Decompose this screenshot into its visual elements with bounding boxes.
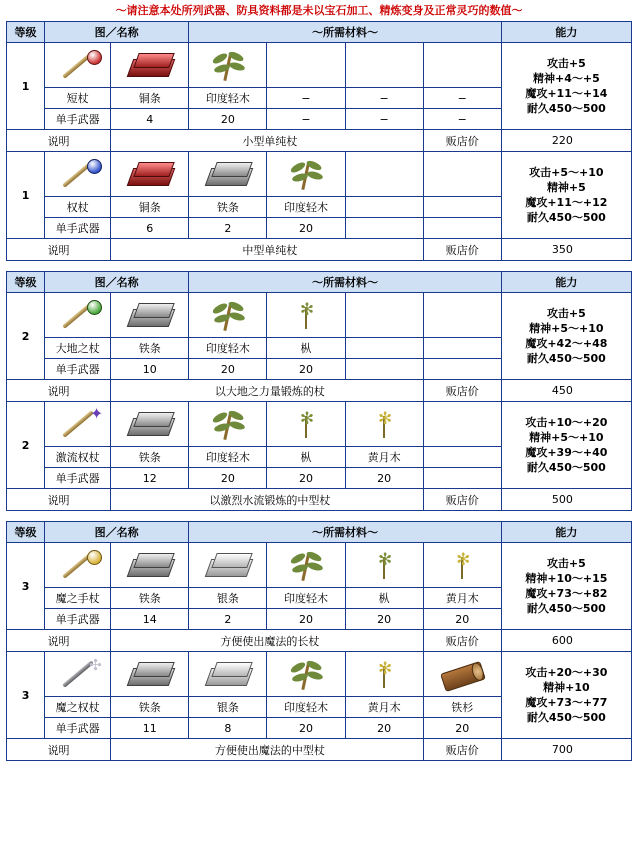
fir-yellow-icon [354,404,414,444]
header-ability: 能力 [501,22,631,43]
material-name: 铁条 [111,338,189,359]
staff-blue-icon [48,154,108,194]
header-ability: 能力 [501,522,631,543]
desc-label: 说明 [7,630,111,652]
item-desc: 小型单纯杖 [111,130,424,152]
item-price: 220 [501,130,631,152]
ability-line: 魔攻+11～+12 [525,196,608,209]
material-icon [267,293,345,338]
material-qty: 10 [111,359,189,380]
header-image-name: 图／名称 [45,272,189,293]
material-name: 印度轻木 [189,338,267,359]
material-icon-empty [423,402,501,447]
material-name [423,447,501,468]
item-icon [45,43,111,88]
table-row [7,293,632,338]
material-icon-empty [345,43,423,88]
fir-green-icon [276,295,336,335]
iron-bar-icon [120,404,180,444]
ability-cell [501,43,631,130]
wood-branch-icon [276,654,336,694]
ability-cell [501,543,631,630]
block-header-row [7,22,632,43]
material-name: 印度轻木 [267,588,345,609]
wood-branch-icon [276,154,336,194]
wood-branch-icon [198,404,258,444]
item-level: 3 [7,652,45,739]
material-qty: 20 [267,468,345,489]
item-price: 500 [501,489,631,511]
material-qty: − [345,109,423,130]
table-row [7,152,632,197]
material-name: 黄月木 [345,697,423,718]
ability-line: 攻击+5～+10 [529,166,604,179]
item-type: 单手武器 [45,109,111,130]
material-qty [345,359,423,380]
ability-line: 精神+10～+15 [525,572,608,585]
material-name [423,338,501,359]
material-icon [423,652,501,697]
item-name: 魔之手杖 [45,588,111,609]
ability-line: 魔攻+42～+48 [525,337,608,350]
material-name: 铁条 [111,447,189,468]
block-header-row [7,522,632,543]
material-name: 银条 [189,588,267,609]
material-qty: 20 [345,468,423,489]
ability-line: 耐久450～500 [526,602,606,615]
material-name: 印度轻木 [189,88,267,109]
iron-bar-icon [120,545,180,585]
item-type: 单手武器 [45,609,111,630]
ability-line: 耐久450～500 [526,711,606,724]
item-level: 1 [7,152,45,239]
material-icon [189,402,267,447]
material-name [345,197,423,218]
table-row-desc [7,739,632,761]
material-qty: 20 [267,359,345,380]
material-name: 铁条 [111,697,189,718]
staff-cross-icon [48,654,108,694]
material-icon [267,402,345,447]
material-icon [345,652,423,697]
wood-branch-icon [198,295,258,335]
material-icon [189,293,267,338]
material-icon [189,152,267,197]
wand-red-icon [48,45,108,85]
iron-bar-icon [120,654,180,694]
iron-bar-icon [198,154,258,194]
item-level: 3 [7,543,45,630]
header-materials: ～所需材料～ [189,522,502,543]
material-qty [423,468,501,489]
table-row [7,43,632,88]
ability-line: 攻击+10～+20 [525,416,608,429]
desc-label: 说明 [7,239,111,261]
material-icon [111,43,189,88]
price-label: 贩店价 [423,489,501,511]
material-name: 印度轻木 [267,697,345,718]
material-name [345,338,423,359]
material-name: 枞 [267,338,345,359]
desc-label: 说明 [7,380,111,402]
material-qty: 20 [345,609,423,630]
material-name: 印度轻木 [267,197,345,218]
material-qty [423,359,501,380]
material-qty: 20 [423,718,501,739]
ability-line: 攻击+20～+30 [525,666,608,679]
material-qty: − [267,109,345,130]
desc-label: 说明 [7,489,111,511]
ability-line: 耐久450～500 [526,211,606,224]
price-label: 贩店价 [423,130,501,152]
material-name: 黄月木 [345,447,423,468]
material-qty: 4 [111,109,189,130]
material-icon [267,543,345,588]
item-level: 2 [7,402,45,489]
block-header-row [7,272,632,293]
wood-branch-icon [276,545,336,585]
table-row-desc [7,380,632,402]
item-icon [45,152,111,197]
material-icon [111,652,189,697]
price-label: 贩店价 [423,239,501,261]
ability-line: 精神+5 [546,181,586,194]
material-icon [189,543,267,588]
material-qty: 20 [189,468,267,489]
staff-purple-icon [48,404,108,444]
material-qty: 8 [189,718,267,739]
copper-bar-icon [120,154,180,194]
ability-line: 攻击+5 [546,307,586,320]
ability-line: 攻击+5 [546,57,586,70]
material-icon [267,652,345,697]
staff-green-icon [48,295,108,335]
material-icon [189,43,267,88]
log-icon [432,654,492,694]
header-image-name: 图／名称 [45,522,189,543]
ability-line: 魔攻+73～+82 [525,587,608,600]
ability-cell [501,152,631,239]
ability-line: 耐久450～500 [526,352,606,365]
silver-bar-icon [198,545,258,585]
item-price: 350 [501,239,631,261]
desc-label: 说明 [7,130,111,152]
item-icon [45,652,111,697]
weapon-block-2 [6,271,632,511]
material-icon [189,652,267,697]
ability-line: 精神+4～+5 [533,72,600,85]
material-qty: 20 [345,718,423,739]
ability-line: 攻击+5 [546,557,586,570]
ability-cell [501,652,631,739]
item-level: 1 [7,43,45,130]
material-qty: 20 [423,609,501,630]
iron-bar-icon [120,295,180,335]
item-name: 激流权杖 [45,447,111,468]
material-name: 铁条 [189,197,267,218]
material-name: 黄月木 [423,588,501,609]
material-icon-empty [423,152,501,197]
item-type: 单手武器 [45,359,111,380]
material-qty [345,218,423,239]
item-type: 单手武器 [45,468,111,489]
header-image-name: 图／名称 [45,22,189,43]
ability-line: 耐久450～500 [526,102,606,115]
copper-bar-icon [120,45,180,85]
material-qty: 6 [111,218,189,239]
weapon-block-3 [6,521,632,761]
item-type: 单手武器 [45,218,111,239]
material-icon [267,152,345,197]
item-level: 2 [7,293,45,380]
material-qty: 11 [111,718,189,739]
silver-bar-icon [198,654,258,694]
item-desc: 方便使出魔法的中型杖 [111,739,424,761]
weapon-block-1 [6,21,632,261]
fir-green-icon [354,545,414,585]
material-icon [111,402,189,447]
material-name: − [267,88,345,109]
material-qty: 2 [189,218,267,239]
item-price: 450 [501,380,631,402]
wood-branch-icon [198,45,258,85]
ability-cell [501,402,631,489]
material-name: 铜条 [111,197,189,218]
table-row [7,543,632,588]
price-label: 贩店价 [423,739,501,761]
page-notice: ～请注意本处所列武器、防具资料都是未以宝石加工、精炼变身及正常灵巧的数值～ [115,4,523,17]
material-qty: − [423,109,501,130]
item-icon [45,293,111,338]
fir-yellow-icon [432,545,492,585]
header-ability: 能力 [501,272,631,293]
header-materials: ～所需材料～ [189,22,502,43]
material-icon-empty [267,43,345,88]
item-desc: 以大地之力量锻炼的杖 [111,380,424,402]
price-label: 贩店价 [423,380,501,402]
material-icon-empty [423,43,501,88]
material-qty: 20 [267,218,345,239]
fir-green-icon [276,404,336,444]
header-level: 等级 [7,522,45,543]
item-name: 大地之杖 [45,338,111,359]
material-qty: 2 [189,609,267,630]
material-name: 枞 [345,588,423,609]
material-name: 铁杉 [423,697,501,718]
ability-line: 魔攻+39～+40 [525,446,608,459]
material-qty: 14 [111,609,189,630]
ability-line: 精神+5～+10 [529,322,604,335]
material-qty: 20 [267,718,345,739]
table-row-desc [7,239,632,261]
material-icon [111,152,189,197]
item-name: 魔之权杖 [45,697,111,718]
material-qty: 12 [111,468,189,489]
table-row-desc [7,130,632,152]
ability-line: 精神+10 [543,681,590,694]
material-name: 铜条 [111,88,189,109]
material-name: 银条 [189,697,267,718]
header-materials: ～所需材料～ [189,272,502,293]
ability-cell [501,293,631,380]
item-icon [45,402,111,447]
material-name [423,197,501,218]
material-icon [345,402,423,447]
item-price: 700 [501,739,631,761]
table-row [7,402,632,447]
item-desc: 中型单纯杖 [111,239,424,261]
desc-label: 说明 [7,739,111,761]
table-row-desc [7,630,632,652]
material-name: 枞 [267,447,345,468]
material-name: 印度轻木 [189,447,267,468]
item-price: 600 [501,630,631,652]
table-row-desc [7,489,632,511]
ability-line: 魔攻+11～+14 [525,87,608,100]
header-level: 等级 [7,22,45,43]
item-desc: 以激烈水流锻炼的中型杖 [111,489,424,511]
item-icon [45,543,111,588]
material-qty: 20 [189,109,267,130]
table-row [7,652,632,697]
price-label: 贩店价 [423,630,501,652]
ability-line: 精神+5～+10 [529,431,604,444]
ability-line: 耐久450～500 [526,461,606,474]
material-name: 铁条 [111,588,189,609]
material-name: − [423,88,501,109]
material-icon-empty [345,293,423,338]
material-qty: 20 [267,609,345,630]
material-icon-empty [345,152,423,197]
fir-yellow-icon [354,654,414,694]
material-icon [345,543,423,588]
material-icon-empty [423,293,501,338]
item-name: 短杖 [45,88,111,109]
material-name: − [345,88,423,109]
material-qty [423,218,501,239]
staff-gold-icon [48,545,108,585]
item-type: 单手武器 [45,718,111,739]
item-name: 权杖 [45,197,111,218]
material-icon [111,293,189,338]
material-icon [423,543,501,588]
header-level: 等级 [7,272,45,293]
item-desc: 方便使出魔法的长杖 [111,630,424,652]
material-qty: 20 [189,359,267,380]
material-icon [111,543,189,588]
ability-line: 魔攻+73～+77 [525,696,608,709]
